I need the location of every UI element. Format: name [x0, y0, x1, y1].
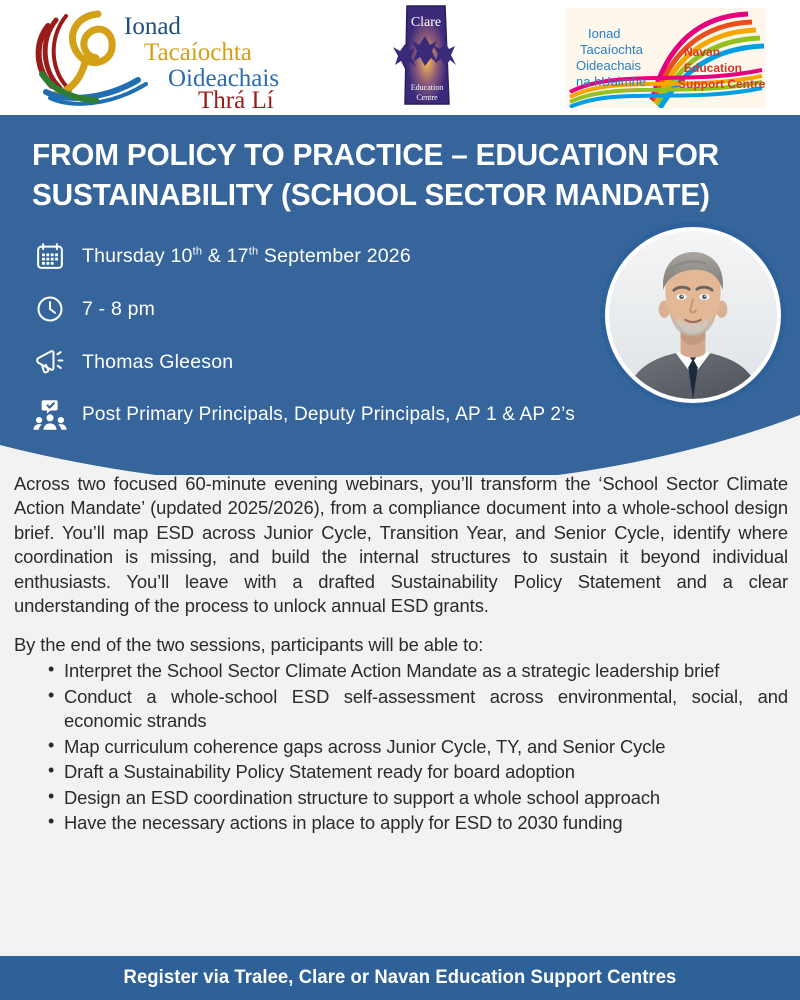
speaker-portrait — [600, 222, 786, 408]
event-audience-text: Post Primary Principals, Deputy Principals, AP 1 & AP 2’s — [82, 404, 575, 426]
page-title: FROM POLICY TO PRACTICE – EDUCATION FOR SUSTAINABILITY (SCHOOL SECTOR MANDATE) — [32, 137, 719, 212]
megaphone-icon — [30, 342, 70, 382]
navan-logo-english-line-3: Support Centre — [678, 76, 766, 91]
navan-education-support-centre-logo — [566, 8, 766, 108]
tralee-education-support-centre-logo — [26, 4, 286, 112]
list-item: • Interpret the School Sector Climate Action Mandate as a strategic leadership brief — [48, 659, 788, 683]
list-item: • Conduct a whole-school ESD self-assessment across environmental, social, and economic strands — [48, 685, 788, 734]
tralee-logo-line-4: Thrá Lí — [198, 86, 274, 112]
outcomes-list — [14, 659, 788, 835]
tralee-logo-graphic — [26, 4, 286, 112]
outcomes-lead-in: By the end of the two sessions, participants will be able to: — [14, 633, 484, 655]
navan-logo-irish-line-2: Tacaíochta — [580, 41, 643, 57]
tralee-logo-line-2: Tacaíochta — [144, 38, 252, 66]
event-time-text: 7 - 8 pm — [82, 297, 156, 320]
description-paragraph: Across two focused 60-minute evening webinars, you’ll transform the ‘School Sector Climate Action Mandate’ (updated 2025/2026), from a compliance document into a whole-school design brief. You’ll map ESD across Junior Cycle, Transition Year, and Senior Cycle, identify where coordination is missing, and build the internal structures to sustain it beyond individual enthusiasts. You’ll leave with a drafted Sustainability Policy Statement and a clear understanding of the process to unlock annual ESD grants. — [14, 473, 788, 617]
clare-logo-graphic — [389, 4, 463, 112]
clare-education-centre-logo — [389, 4, 463, 112]
clare-logo-bottom-text-2: Centre — [416, 92, 438, 102]
clare-logo-top-text: Clare — [410, 14, 442, 30]
clare-logo-bottom-text-1: Education — [410, 82, 444, 92]
navan-logo-irish-line-1: Ionad — [588, 25, 621, 41]
navan-logo-irish-line-4: na hUaimhe — [576, 73, 647, 89]
navan-logo-english-line-2: Education — [684, 60, 743, 75]
list-item: • Draft a Sustainability Policy Statement ready for board adoption — [48, 760, 788, 784]
event-date-text: Thursday 10th & 17th September 2026 — [82, 244, 411, 267]
register-call-to-action: Register via Tralee, Clare or Navan Education Support Centres — [123, 967, 677, 988]
navan-logo-irish-line-3: Oideachais — [576, 57, 642, 73]
speaker-headshot-photo — [609, 231, 777, 399]
list-item: • Map curriculum coherence gaps across Junior Cycle, TY, and Senior Cycle — [48, 735, 788, 759]
event-speaker-text: Thomas Gleeson — [82, 350, 234, 373]
calendar-icon — [30, 236, 70, 276]
portrait-ring — [605, 227, 781, 403]
clock-icon — [30, 289, 70, 329]
navan-logo-english-line-1: Navan — [684, 44, 721, 59]
navan-logo-graphic — [566, 8, 766, 108]
list-item: • Have the necessary actions in place to apply for ESD to 2030 funding — [48, 811, 788, 835]
footer-bar — [0, 956, 800, 1000]
tralee-logo-line-3: Oideachais — [168, 64, 280, 92]
list-item: • Design an ESD coordination structure to support a whole school approach — [48, 786, 788, 810]
audience-icon — [30, 395, 70, 435]
tralee-logo-line-1: Ionad — [124, 12, 181, 40]
description-section — [0, 472, 800, 837]
logo-strip — [0, 0, 800, 115]
